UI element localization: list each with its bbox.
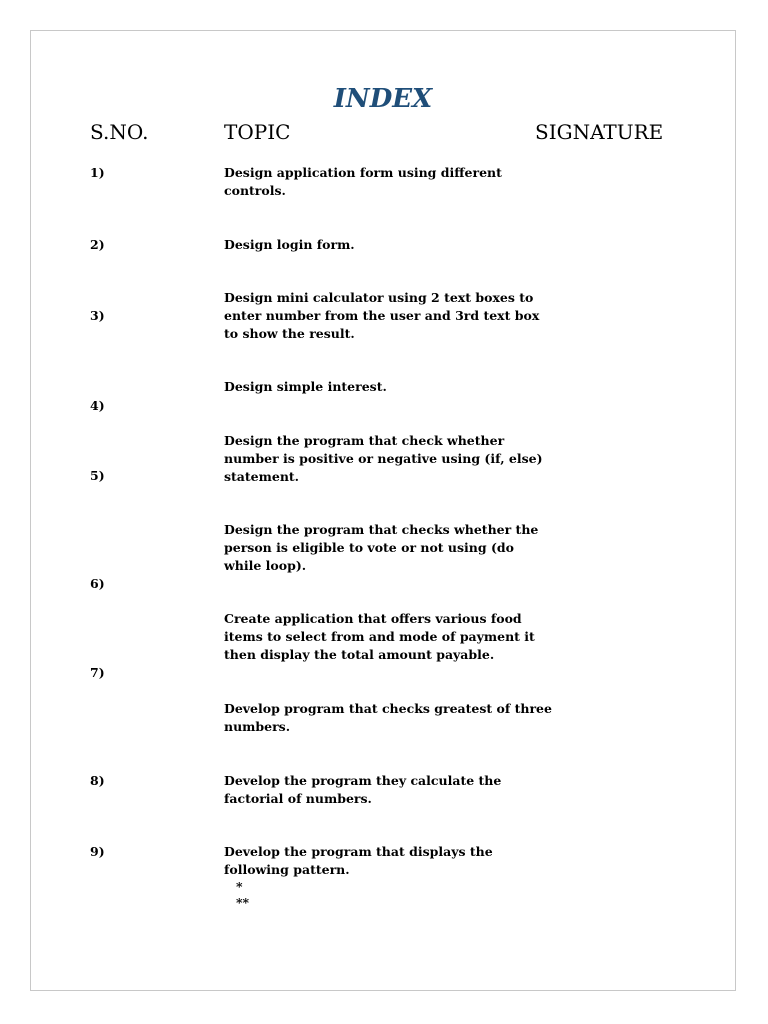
pattern-line: **: [236, 895, 250, 910]
topic-line: Design application form using different: [224, 165, 502, 180]
topic-line: person is eligible to vote or not using (do: [224, 540, 514, 555]
topic-line: following pattern.: [224, 862, 350, 877]
row-topic: [224, 772, 534, 808]
topic-line: Design mini calculator using 2 text boxes to: [224, 290, 534, 305]
topic-line: number is positive or negative using (if, else): [224, 451, 543, 466]
column-header-topic: TOPIC: [224, 120, 291, 144]
row-topic: [224, 432, 543, 486]
row-number: 2): [90, 237, 105, 252]
row-number: 3): [90, 308, 105, 323]
column-header-sno: S.NO.: [90, 120, 149, 144]
topic-line: enter number from the user and 3rd text box: [224, 308, 540, 323]
topic-line: then display the total amount payable.: [224, 647, 495, 662]
topic-line: factorial of numbers.: [224, 791, 372, 806]
topic-line: controls.: [224, 183, 286, 198]
topic-line: numbers.: [224, 719, 291, 734]
topic-line: Design simple interest.: [224, 379, 387, 394]
row-topic: [224, 610, 534, 664]
topic-line: Develop program that checks greatest of three: [224, 701, 552, 716]
row-number: 4): [90, 398, 105, 413]
row-topic: [224, 521, 539, 575]
topic-line: Design the program that checks whether the: [224, 522, 539, 537]
topic-line: Design the program that check whether: [224, 433, 505, 448]
row-topic: [224, 289, 540, 343]
row-number: 9): [90, 844, 105, 859]
row-number: 5): [90, 468, 105, 483]
topic-line: Create application that offers various food: [224, 611, 522, 626]
topic-line: Develop the program they calculate the: [224, 773, 502, 788]
row-topic: [224, 843, 534, 879]
topic-line: statement.: [224, 469, 300, 484]
topic-line: while loop).: [224, 558, 307, 573]
row-topic: [224, 700, 552, 736]
row-topic: [224, 164, 534, 200]
pattern-line: *: [236, 879, 243, 894]
row-topic: [224, 378, 534, 396]
row-number: 1): [90, 165, 105, 180]
row-number: 7): [90, 665, 105, 680]
row-number: 6): [90, 576, 105, 591]
row-number: 8): [90, 773, 105, 788]
topic-line: items to select from and mode of payment it: [224, 629, 535, 644]
topic-line: to show the result.: [224, 326, 355, 341]
column-header-signature: SIGNATURE: [535, 120, 664, 144]
topic-line: Design login form.: [224, 237, 355, 252]
row-topic: [224, 236, 534, 254]
topic-line: Develop the program that displays the: [224, 844, 493, 859]
page-title: INDEX: [333, 84, 433, 114]
